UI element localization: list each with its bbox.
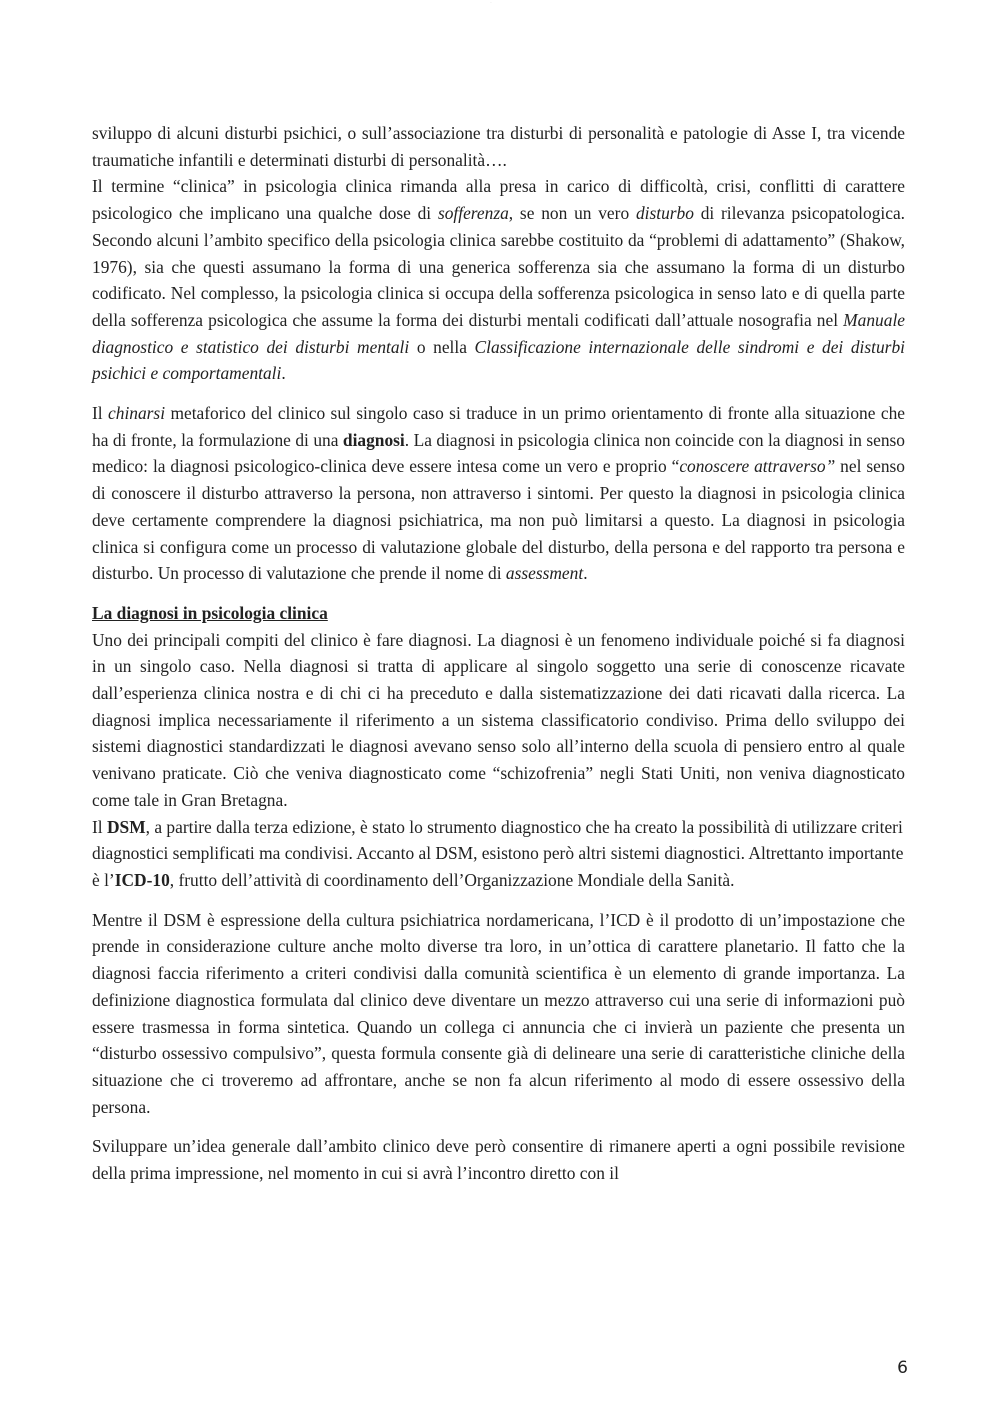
paragraph-6 [92,907,905,1121]
italic-term: chinarsi [108,403,166,424]
text-run: Il termine “clinica” in psicologia clinica rimanda alla presa in carico di difficoltà, crisi, conflitti di carattere psicologico che implicano una qualche dose di [92,176,905,224]
italic-term: disturbo [635,203,694,224]
text-run: nel senso di conoscere il disturbo attraverso la persona, non attraverso i sintomi. Per questo la diagnosi in psicologia clinica deve certamente comprendere la diagnosi psichiatrica, ma non può limitarsi a questo. La diagnosi in psicologia clinica si configura come un processo di valutazione globale del disturbo, della persona e del rapporto tra persona e disturbo. Un processo di valutazione che prende il nome di [92,456,905,584]
bold-term: ICD-10 [114,869,170,890]
bold-term: diagnosi [342,429,405,450]
italic-title: Classificazione internazionale delle sindromi e dei disturbi psichici e comportamentali [92,336,905,384]
italic-term: conoscere attraverso” [679,456,836,477]
section-heading: La diagnosi in psicologia clinica [92,602,328,623]
page-number: 6 [897,1358,908,1378]
page-body [92,120,905,1187]
text-run: . La diagnosi in psicologia clinica non coincide con la diagnosi in senso medico: la diagnosi psicologico-clinica deve essere intesa come un vero e proprio “ [92,429,905,477]
text-run: di rilevanza psicopatologica. Secondo alcuni l’ambito specifico della psicologia clinica sarebbe costituito da “problemi di adattamento” (Shakow, 1976), sia che questi assumano la forma di una generica sofferenza sia che assumano la forma di un disturbo codificato. Nel complesso, la psicologia clinica si occupa della sofferenza psicologica in senso lato e di quella parte della sofferenza psicologica che assume la forma dei disturbi mentali codificati dall’attuale nosografia nel [92,203,906,330]
paragraph-5 [92,814,905,894]
paragraph-1 [92,120,905,173]
text-run: Il [92,403,109,424]
italic-term: assessment [505,563,584,584]
bold-term: DSM [106,816,146,837]
italic-title: Manuale diagnostico e statistico dei disturbi mentali [92,309,905,357]
text-run: . [281,363,286,384]
text-run: Mentre il DSM è espressione della cultura psichiatrica nordamericana, l’ICD è il prodotto di un’impostazione che prende in considerazione culture anche molto diverse tra loro, in un’ottica di carattere planetario. Il fatto che la diagnosi faccia riferimento a criteri condivisi dalla comunità scientifica è un elemento di grande importanza. La definizione diagnostica formulata dal clinico deve diventare un mezzo attraverso cui una serie di informazioni può essere trasmessa in forma sintetica. Quando un collega ci annuncia che ci invierà un paziente che presenta un “disturbo ossessivo compulsivo”, questa formula consente già di delineare una serie di caratteristiche cliniche della situazione che ci troveremo ad affrontare, anche se non fa alcun riferimento al modo di essere ossessivo della persona. [92,909,905,1117]
text-run: metaforico del clinico sul singolo caso si traduce in un primo orientamento di fronte alla situazione che ha di fronte, la formulazione di una [92,403,905,450]
text-run: , a partire dalla terza edizione, è stato lo strumento diagnostico che ha creato la possibilità di utilizzare criteri diagnostici semplificati ma condivisi. Accanto al DSM, esistono però altri sistemi diagnostici. Altrettanto importante è l’ [92,816,904,890]
italic-term: sofferenza [437,203,509,224]
text-run: Il [92,816,107,837]
text-run: Uno dei principali compiti del clinico è fare diagnosi. La diagnosi è un fenomeno individuale poiché si fa diagnosi in un singolo caso. Nella diagnosi si tratta di applicare al singolo soggetto una serie di conoscenze ricavate dall’esperienza clinica nostra e di chi ci ha preceduto e dalla sistematizzazione dei dati ricavati dalla ricerca. La diagnosi implica necessariamente il riferimento a un sistema classificatorio condiviso. Prima dello sviluppo dei sistemi diagnostici standardizzati le diagnosi avevano senso solo all’interno della scuola di pensiero entro al quale venivano praticate. Ciò che veniva diagnosticato come “schizofrenia” negli Stati Uniti, non veniva diagnosticato come tale in Gran Bretagna. [92,629,905,810]
header-mark: ··· [490,2,492,4]
text-run: sviluppo di alcuni disturbi psichici, o sull’associazione tra disturbi di personalità e patologie di Asse I, tra vicende traumatiche infantili e determinati disturbi di personalità…. [92,123,905,170]
text-run: . [583,563,588,584]
paragraph-2 [92,173,905,387]
text-run: , frutto dell’attività di coordinamento dell’Organizzazione Mondiale della Sanità. [169,869,735,890]
text-run: o nella [409,336,475,357]
text-run: , se non un vero [508,203,636,224]
text-run: Sviluppare un’idea generale dall’ambito clinico deve però consentire di rimanere aperti a ogni possibile revisione della prima impressione, nel momento in cui si avrà l’incontro diretto con il [92,1136,905,1184]
paragraph-7 [92,1133,905,1186]
paragraph-3 [92,400,905,587]
paragraph-4 [92,627,905,814]
